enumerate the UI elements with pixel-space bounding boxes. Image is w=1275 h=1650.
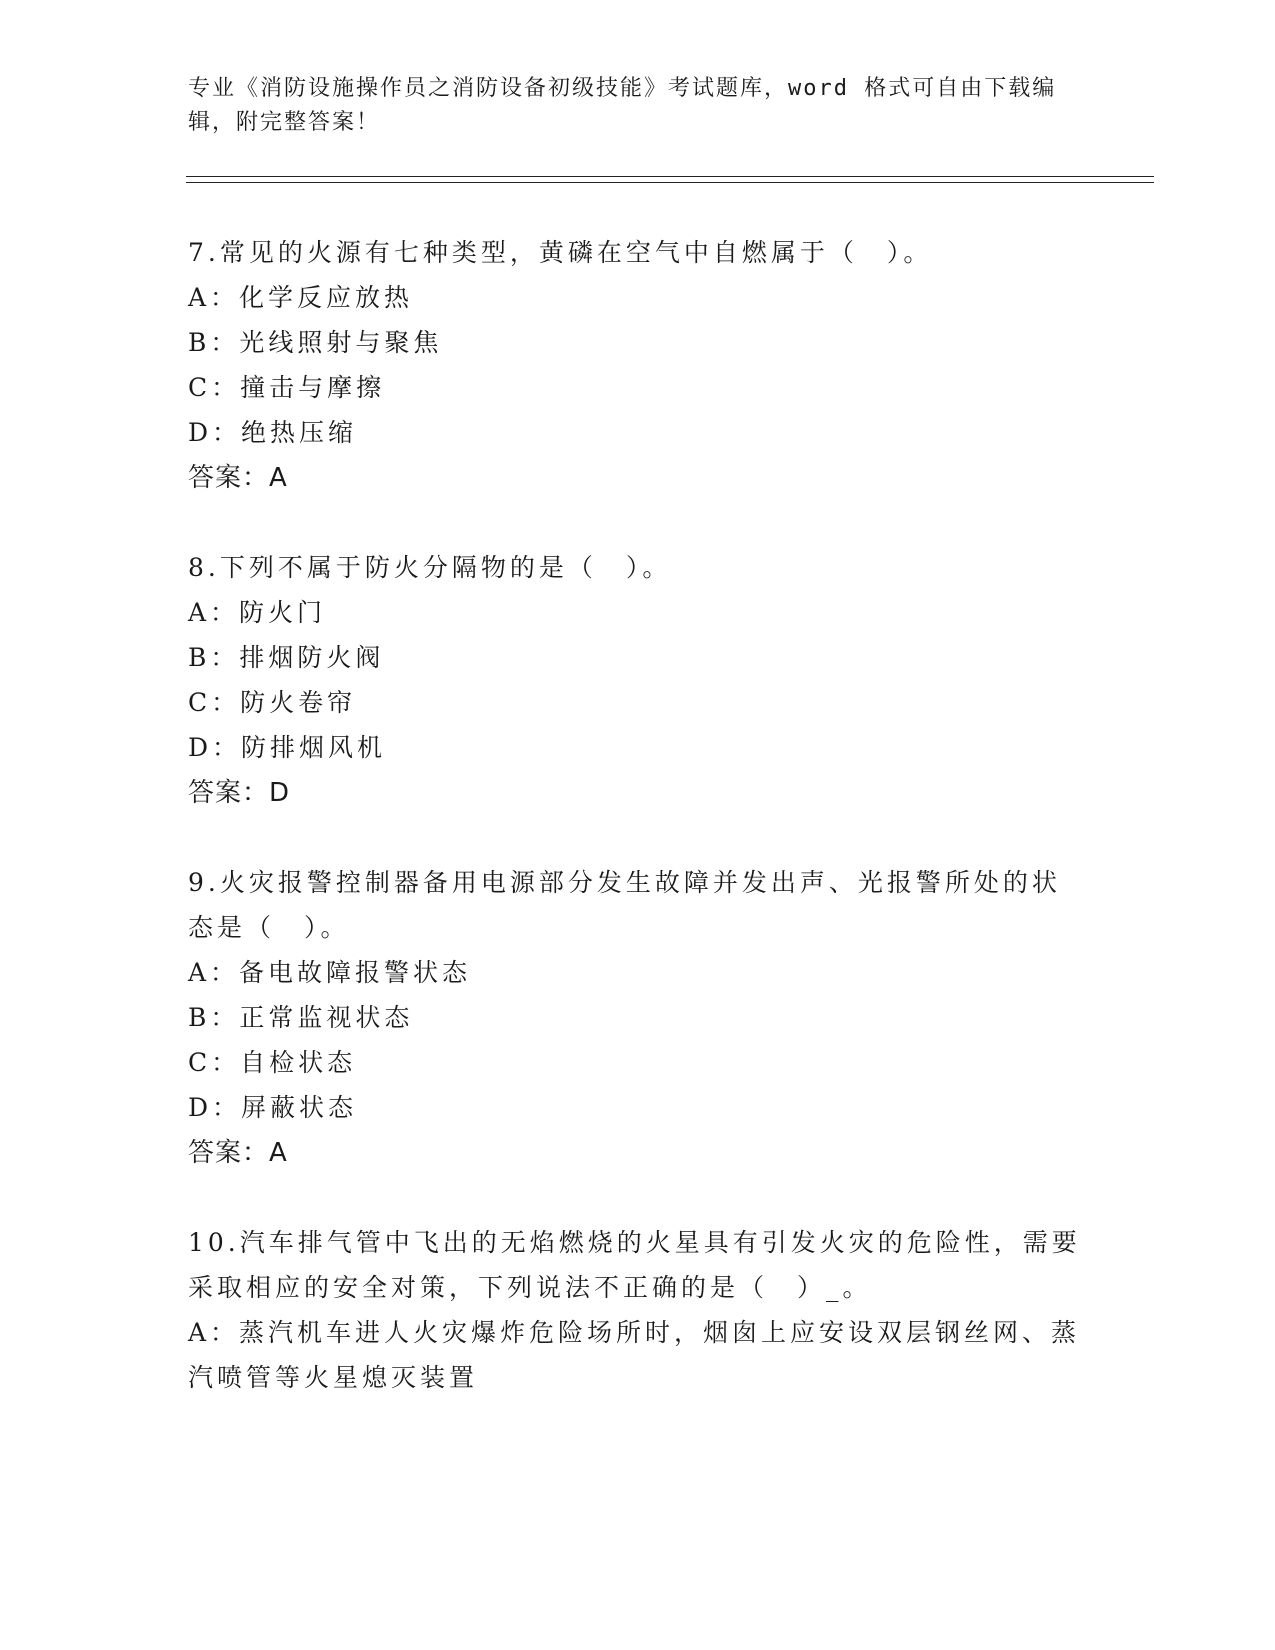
question-7-stem: 7.常见的火源有七种类型，黄磷在空气中自燃属于（ ）。	[188, 238, 933, 267]
question-7-answer: 答案：A	[188, 463, 288, 493]
question-9-option-b: B：正常监视状态	[188, 1003, 414, 1032]
question-7-option-a: A：化学反应放热	[188, 283, 414, 312]
header-divider-bottom	[186, 182, 1154, 183]
question-7-option-d: D：绝热压缩	[188, 418, 358, 447]
question-8-option-d: D：防排烟风机	[188, 733, 387, 762]
question-10-stem-line-1: 10.汽车排气管中飞出的无焰燃烧的火星具有引发火灾的危险性，需要	[188, 1228, 1081, 1257]
question-8-option-a: A：防火门	[188, 598, 327, 627]
document-header	[188, 72, 1068, 140]
question-7-option-c: C：撞击与摩擦	[188, 373, 386, 402]
question-9-answer: 答案：A	[188, 1138, 288, 1168]
header-divider-top	[186, 176, 1154, 177]
header-line-2: 辑，附完整答案！	[188, 110, 381, 135]
question-9-stem-line-2: 态是（ ）。	[188, 913, 350, 942]
question-9-option-c: C：自检状态	[188, 1048, 357, 1077]
question-7-option-b: B：光线照射与聚焦	[188, 328, 443, 357]
header-line-1: 专业《消防设施操作员之消防设备初级技能》考试题库，word 格式可自由下载编	[188, 76, 1057, 101]
question-9-stem-line-1: 9.火灾报警控制器备用电源部分发生故障并发出声、光报警所处的状	[188, 868, 1061, 897]
question-8-option-b: B：排烟防火阀	[188, 643, 385, 672]
question-10-stem-line-2: 采取相应的安全对策，下列说法不正确的是（ ）_。	[188, 1273, 872, 1302]
question-8-option-c: C：防火卷帘	[188, 688, 357, 717]
question-8-answer: 答案：D	[188, 778, 291, 808]
question-9-option-a: A：备电故障报警状态	[188, 958, 472, 987]
question-10-option-a-line-2: 汽喷管等火星熄灭装置	[188, 1363, 479, 1392]
question-8-stem: 8.下列不属于防火分隔物的是（ ）。	[188, 553, 672, 582]
question-10-option-a-line-1: A：蒸汽机车进人火灾爆炸危险场所时，烟囱上应安设双层钢丝网、蒸	[188, 1318, 1081, 1347]
question-9-option-d: D：屏蔽状态	[188, 1093, 358, 1122]
